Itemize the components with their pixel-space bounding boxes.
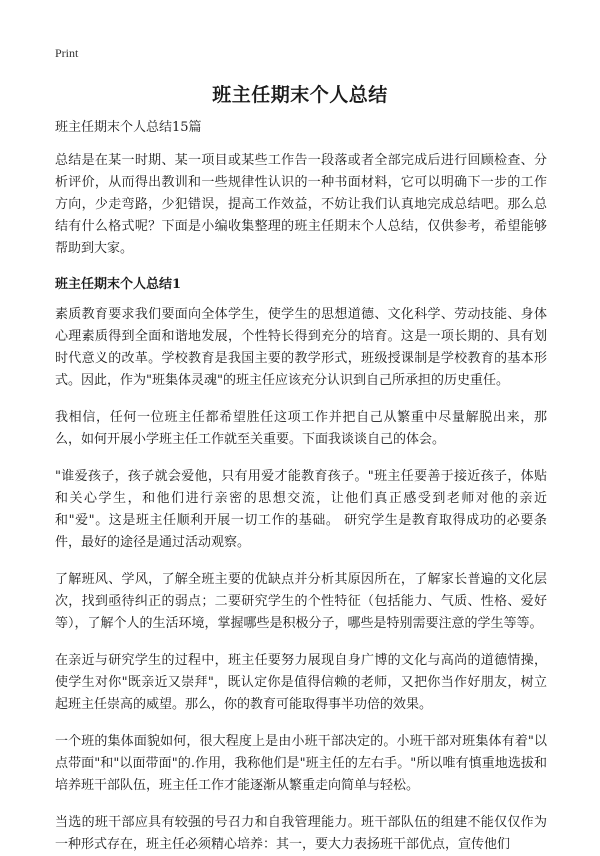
body-paragraph: 了解班风、学风，了解全班主要的优缺点并分析其原因所在，了解家长普遍的文化层次，找到亟待纠正的弱点；二要研究学生的个性特征（包括能力、气质、性格、爱好等），了解个人的生活环境，掌握哪些是积极分子，哪些是特别需要注意的学生等等。 [55, 572, 547, 631]
body-paragraph: 当选的班干部应具有较强的号召力和自我管理能力。班干部队伍的组建不能仅仅作为一种形式存在，班主任必须精心培养：其一，要大力表扬班干部优点，宣传他们 [55, 815, 547, 852]
body-paragraph: 素质教育要求我们要面向全体学生，使学生的思想道德、文化科学、劳动技能、身体心理素质得到全面和谐地发展，个性特长得到充分的培育。这是一项长期的、具有划时代意义的改革。学校教育是我国主要的教学形式，班级授课制是学校教育的基本形式。因此，作为"班集体灵魂"的班主任应该充分认识到自己所承担的历史重任。 [55, 307, 547, 388]
document-title: 班主任期末个人总结 [212, 84, 388, 106]
document-body [55, 118, 547, 856]
body-paragraph: 一个班的集体面貌如何，很大程度上是由小班干部决定的。小班干部对班集体有着"以点带面"和"以面带面"的.作用，我称他们是"班主任的左右手。"所以唯有慎重地选拔和培养班干部队伍，班主任工作才能逐渐从繁重走向简单与轻松。 [55, 734, 547, 793]
document-subtitle: 班主任期末个人总结15篇 [55, 120, 202, 135]
intro-paragraph: 总结是在某一时期、某一项目或某些工作告一段落或者全部完成后进行回顾检查、分析评价，从而得出教训和一些规律性认识的一种书面材料，它可以明确下一步的工作方向，少走弯路，少犯错误，提高工作效益，不妨让我们认真地完成总结吧。那么总结有什么格式呢？下面是小编收集整理的班主任期末个人总结，仅供参考，希望能够帮助到大家。 [55, 153, 547, 256]
print-label: Print [55, 46, 79, 60]
body-paragraph: "谁爱孩子，孩子就会爱他，只有用爱才能教育孩子。"班主任要善于接近孩子，体贴和关心学生，和他们进行亲密的思想交流，让他们真正感受到老师对他的亲近和"爱"。这是班主任顺利开展一切工作的基础。 研究学生是教育取得成功的必要条件，最好的途径是通过活动观察。 [55, 469, 547, 550]
body-paragraph: 在亲近与研究学生的过程中，班主任要努力展现自身广博的文化与高尚的道德情操，使学生对你"既亲近又崇拜"，既认定你是值得信赖的老师，又把你当作好朋友，树立起班主任崇高的威望。那么，你的教育可能取得事半功倍的效果。 [55, 653, 547, 712]
section-heading: 班主任期末个人总结1 [55, 277, 182, 292]
body-paragraph: 我相信，任何一位班主任都希望胜任这项工作并把自己从繁重中尽量解脱出来，那么，如何开展小学班主任工作就至关重要。下面我谈谈自己的体会。 [55, 410, 547, 447]
